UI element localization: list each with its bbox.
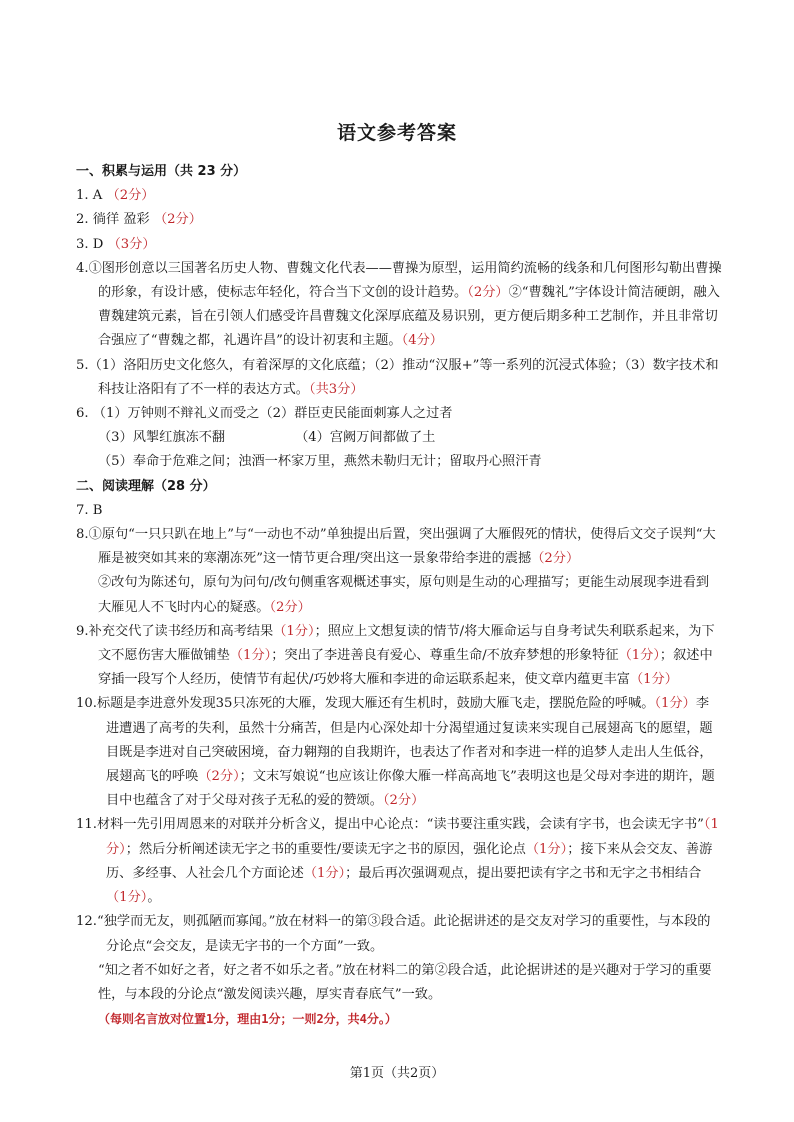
q8-score-1: （2分） — [531, 551, 580, 567]
q9-text-4: ；叙述中穿插一段写个人经历，使情节有起伏/巧妙将大雁和李进的命运联系起来，使文章内蕴更丰富 — [98, 648, 713, 688]
answer-q11 — [76, 813, 722, 910]
q11-text-1: 材料一先引用周恩来的对联并分析含义，提出中心论点：“读书要注重实践，会读有字书，也会读无字书” — [96, 817, 704, 833]
answer-q1 — [76, 184, 722, 208]
q9-score-2: （1分） — [229, 648, 272, 664]
q8-number: 8. — [76, 527, 89, 543]
q10-score-3: （2分） — [382, 793, 425, 809]
q6-number: 6. — [76, 406, 89, 422]
q4-text-1: ①图形创意以三国著名历史人物、曹魏文化代表——曹操为原型，运用简约流畅的线条和几何图形勾勒出曹操的形象，有设计感，使标志年轻化，符合当下文创的设计趋势。 — [88, 260, 722, 301]
q1-number: 1. — [76, 188, 89, 204]
q12-paragraph-1: “独学而无友，则孤陋而寡闻。”放在材料一的第③段合适。此论据讲述的是交友对学习的重要性，与本段的分论点“会交友，是读无字书的一个方面”一致。 — [96, 914, 711, 954]
q6-answer-1: （1）万钟则不辩礼义而受之（2）群臣吏民能面刺寡人之过者 — [92, 406, 453, 422]
q10-text-1: 标题是李进意外发现35只冻死的大雁，发现大雁还有生机时，鼓励大雁飞走，摆脱危险的呼喊。 — [96, 696, 655, 712]
q5-text: （1）洛阳历史文化悠久，有着深厚的文化底蕴；（2）推动“汉服+”等一系列的沉浸式体验；（3）数字技术和科技让洛阳有了不一样的表达方式。 — [88, 357, 719, 397]
answer-q10 — [76, 692, 722, 813]
q9-text-1: 补充交代了读书经历和高考结果 — [88, 623, 274, 639]
q10-score-1: （1分） — [654, 696, 696, 712]
q9-text-3: ；突出了李进善良有爱心、尊重生命/不放弃梦想的形象特征 — [271, 648, 619, 664]
q9-number: 9. — [76, 623, 89, 639]
q6-answer-4: （4）宫阙万间都做了土 — [295, 430, 436, 446]
q3-answer: D — [92, 236, 104, 252]
page-footer: 第1页（共2页） — [349, 1066, 445, 1081]
q8-text-2: ②改句为陈述句，原句为问句/改句侧重客观概述事实，原句则是生动的心理描写；更能生动展现李进看到大雁见人不飞时内心的疑惑。 — [98, 575, 710, 615]
q4-score-2: （4分） — [401, 333, 443, 349]
answer-q5 — [76, 354, 722, 402]
q10-number: 10. — [76, 696, 97, 712]
q11-number: 11. — [76, 817, 97, 833]
q7-number: 7. — [76, 502, 89, 518]
q11-score-3: （1分） — [303, 865, 346, 881]
q6-answer-5: （5）奉命于危难之间；浊酒一杯家万里，燕然未勒归无计；留取丹心照汗青 — [98, 454, 542, 470]
q2-score: （2分） — [153, 212, 202, 228]
q8-score-2: （2分） — [269, 599, 311, 615]
q1-score: （2分） — [106, 188, 155, 204]
q11-text-5: 。 — [147, 890, 161, 906]
q12-scoring-note: （每则名言放对位置1分，理由1分；一则2分，共4分。） — [98, 1012, 397, 1027]
q12-number: 12. — [76, 914, 97, 930]
q5-score: （共3分） — [309, 381, 364, 397]
q11-score-2: （1分） — [525, 841, 568, 857]
answer-q2 — [76, 208, 722, 232]
q4-number: 4. — [76, 260, 89, 276]
section-heading-2: 二、阅读理解（28 分） — [76, 478, 216, 494]
answer-q7 — [76, 499, 722, 523]
q11-score-1: （1分） — [106, 817, 719, 857]
q4-text-2: ②“曹魏礼”字体设计简洁硬朗，融入曹魏建筑元素，旨在引领人们感受许昌曹魏文化深厚底蕴及易识别，更方便后期多种工艺制作，并且非常切合强应了“曹魏之都，礼遇许昌”的设计初衷和主题。 — [98, 285, 720, 349]
q3-number: 3. — [76, 236, 89, 252]
q11-text-3: ；接下来从会交友、善游历、多经事、人社会几个方面论述 — [106, 841, 713, 881]
q5-number: 5. — [76, 357, 89, 373]
q11-text-2: ；然后分析阐述读无字之书的重要性/要读无字之书的原因，强化论点 — [125, 841, 526, 857]
q9-score-4: （1分） — [629, 672, 678, 688]
answer-q8-part-2 — [76, 571, 722, 619]
q10-text-2: 李进遭遇了高考的失利，虽然十分痛苦，但是内心深处却十分渴望通过复读来实现自己展翅高飞的愿望，题目既是李进对自己突破困境，奋力翱翔的自我期许，也表达了作者对和李进一样的追梦人走出人生低谷，展翅高飞的呼唤 — [106, 696, 713, 785]
answer-q8 — [76, 523, 722, 571]
answer-q9 — [76, 620, 722, 693]
q10-text-3: ；文末写娘说“也应该让你像大雁一样高高地飞”表明这也是父母对李进的期许，题目中也蕴含了对于父母对孩子无私的爱的赞颂。 — [106, 769, 715, 809]
q1-answer: A — [92, 188, 103, 204]
q9-text-2: ；照应上文想复读的情节/将大雁命运与自身考试失利联系起来，为下文不愿伤害大雁做铺垫 — [98, 623, 715, 664]
answer-q4 — [76, 257, 722, 354]
q9-score-1: （1分） — [273, 623, 315, 639]
q3-score: （3分） — [107, 236, 156, 252]
q11-score-4: （1分） — [106, 890, 148, 906]
answer-q6-line-1 — [76, 402, 722, 426]
page-title: 语文参考答案 — [336, 122, 457, 144]
answer-q3 — [76, 233, 722, 257]
answer-q6-line-2 — [76, 426, 722, 450]
q9-score-3: （1分） — [618, 648, 660, 664]
answer-q12 — [76, 910, 722, 958]
q6-answer-3: （3）风掣红旗冻不翻 — [98, 430, 226, 446]
section-heading-1: 一、积累与运用（共 23 分） — [76, 164, 247, 179]
q4-score-1: （2分） — [467, 285, 509, 301]
answer-content — [76, 160, 722, 1031]
q11-text-4: ；最后再次强调观点，提出要把读有字之书和无字之书相结合 — [345, 865, 702, 881]
q2-answer: 徜徉 盈彩 — [92, 212, 150, 228]
q7-answer: B — [92, 502, 103, 518]
answer-q12-part-2 — [76, 959, 722, 1007]
q2-number: 2. — [76, 212, 89, 228]
q8-text-1: ①原句“一只只趴在地上”与“一动也不动”单独提出后置，突出强调了大雁假死的情状，使得后文交子误判“大雁是被突如其来的寒潮冻死”这一情节更合理/突出这一景象带给李进的震撼 — [88, 527, 716, 567]
q10-score-2: （2分） — [198, 769, 240, 785]
answer-q6-line-3 — [76, 450, 722, 474]
q12-paragraph-2: “知之者不如好之者，好之者不如乐之者。”放在材料二的第②段合适，此论据讲述的是兴趣对于学习的重要性，与本段的分论点“激发阅读兴趣，厚实青春底气”一致。 — [98, 962, 712, 1002]
